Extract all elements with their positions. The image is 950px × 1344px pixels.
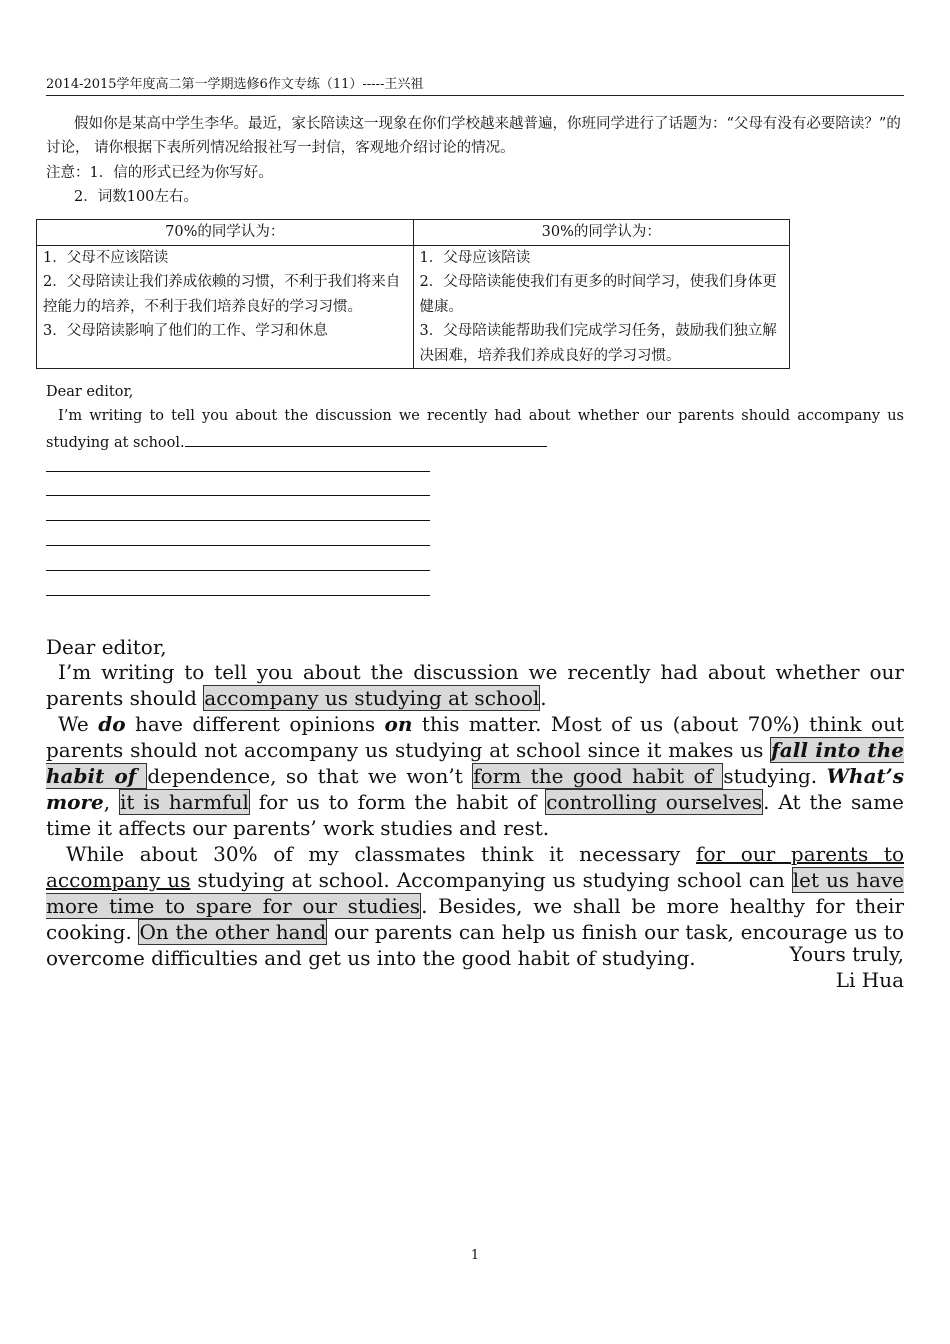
text-run: . (540, 686, 547, 710)
sample-paragraph-2 (46, 711, 904, 841)
closing: Yours truly, (789, 942, 904, 966)
emphasis-word: do (98, 712, 126, 736)
text-run: I’m writing to tell you about the discussion we recently had about whether our parents should (46, 660, 904, 710)
list-item: 1．父母应该陪读 (419, 249, 531, 266)
highlighted-phrase: On the other hand (139, 920, 327, 944)
list-item: 3．父母陪读能帮助我们完成学习任务，鼓励我们独立解决困难，培养我们养成良好的学习习惯。 (419, 323, 777, 364)
letter-signoff (790, 941, 904, 993)
writing-line[interactable] (46, 471, 430, 472)
text-run: this matter. Most of us (about 70%) think out parents should not accompany us studying at school since it makes us (46, 712, 904, 762)
table-header-row (37, 220, 790, 246)
template-opening-text: I’m writing to tell you about the discussion we recently had about whether our parents should accompany us studying at school. (46, 408, 904, 451)
text-run: , (103, 790, 119, 814)
table-cell-70 (37, 245, 414, 369)
list-item: 2．父母陪读让我们养成依赖的习惯，不利于我们将来自控能力的培养，不利于我们培养良好的学习习惯。 (43, 274, 401, 315)
emphasis-word: on (384, 712, 413, 736)
writing-line[interactable] (46, 570, 430, 571)
emphasis-word: What’s more (46, 764, 904, 814)
highlighted-phrase: controlling ourselves (546, 790, 763, 814)
text-run: our parents can help us finish our task, encourage us to overcome difficulties and get us into the good habit of studying. (46, 920, 904, 970)
sample-paragraph-1 (46, 659, 904, 711)
text-run: studying. (723, 764, 827, 788)
highlighted-phrase: form the good habit of (473, 764, 723, 788)
template-opening (46, 404, 904, 455)
text-run: dependence, so that we won’t (147, 764, 473, 788)
list-item: 2．父母陪读能使我们有更多的时间学习，使我们身体更健康。 (419, 274, 777, 315)
text-run: . At the same time it affects our parents’ work studies and rest. (46, 790, 904, 840)
table-cell-30 (413, 245, 790, 369)
text-run: While about 30% of my classmates think it necessary (66, 842, 697, 866)
opinion-table (36, 219, 790, 369)
text-run: have different opinions (125, 712, 385, 736)
page-number: 1 (470, 1248, 480, 1263)
text-run: We (58, 712, 99, 736)
task-note-1: 注意：1．信的形式已经为你写好。 (46, 165, 273, 181)
page-header: 2014-2015学年度高二第一学期选修6作文专练（11）-----王兴祖 (46, 77, 904, 96)
table-header-70: 70%的同学认为： (37, 220, 414, 246)
text-run: . Besides, we shall be more healthy for their cooking. (46, 894, 905, 944)
sample-paragraph-3 (46, 841, 904, 971)
writing-line[interactable] (46, 545, 430, 546)
highlighted-phrase: fall into the habit of (46, 738, 905, 788)
task-note-2: 2．词数100左右。 (74, 189, 198, 205)
signature: Li Hua (835, 968, 904, 992)
writing-blank[interactable] (185, 428, 547, 447)
writing-line[interactable] (46, 495, 430, 496)
underlined-phrase: for our parents to accompany us (46, 842, 904, 892)
highlighted-phrase: it is harmful (120, 790, 249, 814)
sample-salutation: Dear editor, (46, 635, 167, 659)
writing-line[interactable] (46, 595, 430, 596)
highlighted-phrase: accompany us studying at school (204, 686, 540, 710)
table-header-30: 30%的同学认为： (413, 220, 790, 246)
writing-line[interactable] (46, 520, 430, 521)
table-row (37, 245, 790, 369)
highlighted-phrase: let us have more time to spare for our studies (46, 868, 904, 918)
text-run: studying at school. Accompanying us studying school can (190, 868, 792, 892)
list-item: 1．父母不应该陪读 (43, 249, 169, 266)
task-description: 假如你是某高中学生李华。最近，家长陪读这一现象在你们学校越来越普遍，你班同学进行了话题为：“父母有没有必要陪读？”的讨论， 请你根据下表所列情况给报社写一封信，客观地介绍讨论的情况。 (46, 116, 901, 156)
template-salutation: Dear editor, (46, 384, 134, 400)
list-item: 3．父母陪读影响了他们的工作、学习和休息 (43, 323, 328, 339)
sample-letter-body (46, 659, 904, 971)
text-run: for us to form the habit of (249, 790, 546, 814)
